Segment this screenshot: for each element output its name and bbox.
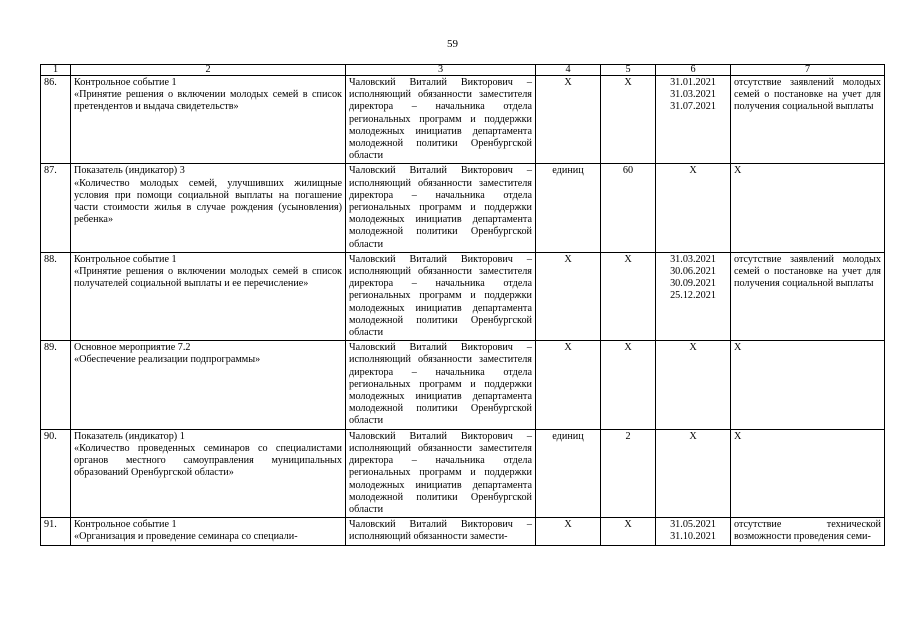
column-header: 7 (731, 65, 885, 76)
note-cell: отсутствие заявлений молодых семей о постановке на учет для получения социальной выплаты (731, 76, 885, 164)
value-cell: 2 (601, 429, 656, 517)
value-cell: Х (601, 518, 656, 545)
unit-cell: Х (536, 252, 601, 340)
row-title: Основное мероприятие 7.2 (74, 342, 191, 354)
dates-cell (656, 429, 731, 517)
table-row (41, 252, 885, 340)
responsible-person: Чаловский Виталий Викторович – исполняющий обязанности заместителя директора – начальника отдела региональных программ и поддержки молодежных инициатив департамента молодежной политики Оренбургской области (346, 76, 536, 164)
table-row (41, 76, 885, 164)
row-description (71, 164, 346, 252)
value-cell: Х (601, 341, 656, 429)
note-cell: отсутствие технической возможности проведения семи- (731, 518, 885, 545)
row-number: 89. (41, 341, 71, 429)
row-text: «Организация и проведение семинара со специали- (74, 531, 298, 543)
row-description (71, 518, 346, 545)
row-text: «Принятие решения о включении молодых семей в список получателей социальной выплаты и ее перечисление» (74, 266, 342, 290)
value-cell: Х (601, 252, 656, 340)
unit-cell: единиц (536, 429, 601, 517)
column-header: 6 (656, 65, 731, 76)
responsible-person: Чаловский Виталий Викторович – исполняющий обязанности заместителя директора – начальника отдела региональных программ и поддержки молодежных инициатив департамента молодежной политики Оренбургской области (346, 429, 536, 517)
row-text: «Количество молодых семей, улучшивших жилищные условия при помощи социальной выплаты на погашение части стоимости жилья в случае рождения (усыновления) ребенка» (74, 177, 342, 226)
row-text: «Обеспечение реализации подпрограммы» (74, 354, 261, 366)
row-text: «Принятие решения о включении молодых семей в список претендентов и выдача свидетельств» (74, 89, 342, 113)
value-cell: Х (601, 76, 656, 164)
column-header: 1 (41, 65, 71, 76)
responsible-person: Чаловский Виталий Викторович – исполняющий обязанности заместителя директора – начальника отдела региональных программ и поддержки молодежных инициатив департамента молодежной политики Оренбургской области (346, 164, 536, 252)
date-value: 31.05.2021 (670, 519, 716, 531)
row-title: Контрольное событие 1 (74, 77, 177, 88)
row-text: «Количество проведенных семинаров со специалистами органов местного самоуправления муниципальных образований Оренбургской области» (74, 442, 342, 479)
note-cell: Х (731, 164, 885, 252)
date-value: 31.10.2021 (670, 531, 716, 543)
row-description (71, 76, 346, 164)
table-row (41, 518, 885, 545)
note-cell: Х (731, 341, 885, 429)
date-value: 31.01.2021 (670, 77, 716, 88)
date-value: 31.03.2021 (670, 253, 716, 265)
dates-cell (656, 76, 731, 164)
header-row (41, 65, 885, 76)
dates-cell (656, 252, 731, 340)
date-value: Х (689, 165, 697, 177)
row-title: Контрольное событие 1 (74, 519, 177, 531)
date-value: 30.06.2021 (670, 266, 716, 278)
column-header: 5 (601, 65, 656, 76)
row-title: Показатель (индикатор) 3 (74, 165, 185, 177)
dates-cell (656, 341, 731, 429)
row-description (71, 341, 346, 429)
date-value: 25.12.2021 (670, 290, 716, 302)
responsible-person: Чаловский Виталий Викторович – исполняющий обязанности заместителя директора – начальника отдела региональных программ и поддержки молодежных инициатив департамента молодежной политики Оренбургской области (346, 341, 536, 429)
row-number: 88. (41, 252, 71, 340)
row-number: 90. (41, 429, 71, 517)
column-header: 3 (346, 65, 536, 76)
date-value: 31.03.2021 (670, 89, 716, 101)
dates-cell (656, 518, 731, 545)
row-title: Показатель (индикатор) 1 (74, 430, 185, 442)
date-value: 30.09.2021 (670, 278, 716, 290)
row-number: 86. (41, 76, 71, 164)
table-row (41, 429, 885, 517)
value-cell: 60 (601, 164, 656, 252)
row-number: 87. (41, 164, 71, 252)
date-value: 31.07.2021 (670, 101, 716, 113)
responsible-person: Чаловский Виталий Викторович – исполняющий обязанности замести- (346, 518, 536, 545)
note-cell: отсутствие заявлений молодых семей о постановке на учет для получения социальной выплаты (731, 252, 885, 340)
note-cell: Х (731, 429, 885, 517)
date-value: Х (689, 342, 697, 354)
dates-cell (656, 164, 731, 252)
responsible-person: Чаловский Виталий Викторович – исполняющий обязанности заместителя директора – начальника отдела региональных программ и поддержки молодежных инициатив департамента молодежной политики Оренбургской области (346, 252, 536, 340)
table-row (41, 164, 885, 252)
row-title: Контрольное событие 1 (74, 253, 177, 265)
date-value: Х (689, 430, 697, 442)
unit-cell: Х (536, 76, 601, 164)
unit-cell: Х (536, 341, 601, 429)
page-number: 59 (447, 38, 458, 50)
unit-cell: Х (536, 518, 601, 545)
row-description (71, 252, 346, 340)
row-description (71, 429, 346, 517)
column-header: 4 (536, 65, 601, 76)
column-header: 2 (71, 65, 346, 76)
row-number: 91. (41, 518, 71, 545)
unit-cell: единиц (536, 164, 601, 252)
document-table (40, 64, 885, 546)
table-row (41, 341, 885, 429)
